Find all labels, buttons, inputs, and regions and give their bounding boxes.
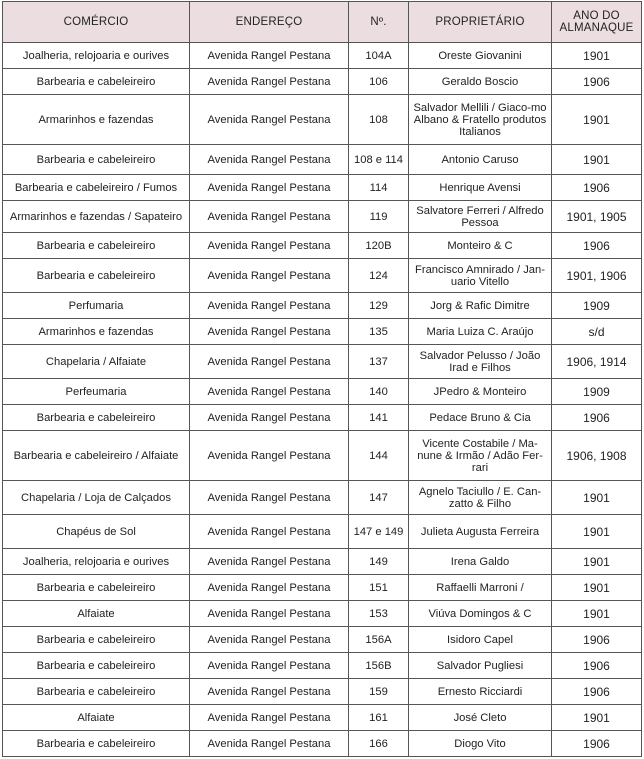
cell-ano: 1906	[552, 679, 642, 705]
cell-endereco: Avenida Rangel Pestana	[190, 69, 349, 95]
cell-ano: 1906	[552, 69, 642, 95]
cell-comercio: Armarinhos e fazendas / Sapateiro	[3, 201, 190, 233]
cell-endereco: Avenida Rangel Pestana	[190, 653, 349, 679]
cell-numero: 108 e 114	[349, 145, 409, 175]
cell-numero: 119	[349, 201, 409, 233]
cell-numero: 108	[349, 95, 409, 145]
cell-endereco: Avenida Rangel Pestana	[190, 259, 349, 293]
cell-ano: 1901	[552, 575, 642, 601]
cell-ano: 1901, 1906	[552, 259, 642, 293]
cell-proprietario: Julieta Augusta Ferreira	[409, 515, 552, 549]
cell-comercio: Chapéus de Sol	[3, 515, 190, 549]
cell-proprietario: Francisco Amnirado / Jan-uario Vitello	[409, 259, 552, 293]
table-row	[3, 731, 642, 757]
table-row	[3, 259, 642, 293]
cell-comercio: Armarinhos e fazendas	[3, 95, 190, 145]
cell-ano: 1906	[552, 405, 642, 431]
cell-proprietario: Salvador Mellili / Giaco-mo Albano & Fratello produtos Italianos	[409, 95, 552, 145]
cell-endereco: Avenida Rangel Pestana	[190, 481, 349, 515]
cell-ano: 1901	[552, 705, 642, 731]
cell-comercio: Chapelaria / Loja de Calçados	[3, 481, 190, 515]
table-row	[3, 705, 642, 731]
cell-numero: 147 e 149	[349, 515, 409, 549]
cell-numero: 124	[349, 259, 409, 293]
cell-comercio: Perfeumaria	[3, 379, 190, 405]
cell-proprietario: Ernesto Ricciardi	[409, 679, 552, 705]
cell-numero: 156A	[349, 627, 409, 653]
cell-numero: 159	[349, 679, 409, 705]
cell-numero: 153	[349, 601, 409, 627]
cell-ano: 1901	[552, 515, 642, 549]
cell-comercio: Barbearia e cabeleireiro	[3, 679, 190, 705]
cell-proprietario: Oreste Giovanini	[409, 43, 552, 69]
cell-numero: 104A	[349, 43, 409, 69]
cell-endereco: Avenida Rangel Pestana	[190, 95, 349, 145]
cell-endereco: Avenida Rangel Pestana	[190, 293, 349, 319]
header-ano: ANO DO ALMANAQUE	[552, 2, 642, 43]
cell-comercio: Barbearia e cabeleireiro	[3, 653, 190, 679]
cell-comercio: Barbearia e cabeleireiro	[3, 575, 190, 601]
cell-numero: 151	[349, 575, 409, 601]
cell-proprietario: Jorg & Rafic Dimitre	[409, 293, 552, 319]
cell-proprietario: Vicente Costabile / Ma-nune & Irmão / Adão Fer-rari	[409, 431, 552, 481]
cell-numero: 120B	[349, 233, 409, 259]
cell-proprietario: Irena Galdo	[409, 549, 552, 575]
cell-numero: 149	[349, 549, 409, 575]
cell-ano: s/d	[552, 319, 642, 345]
table-row	[3, 679, 642, 705]
cell-numero: 141	[349, 405, 409, 431]
cell-comercio: Armarinhos e fazendas	[3, 319, 190, 345]
cell-comercio: Barbearia e cabeleireiro	[3, 233, 190, 259]
cell-numero: 135	[349, 319, 409, 345]
cell-proprietario: Henrique Avensi	[409, 175, 552, 201]
table-row	[3, 175, 642, 201]
cell-proprietario: Viúva Domingos & C	[409, 601, 552, 627]
cell-numero: 161	[349, 705, 409, 731]
cell-comercio: Alfaiate	[3, 601, 190, 627]
table-row	[3, 405, 642, 431]
cell-endereco: Avenida Rangel Pestana	[190, 431, 349, 481]
header-numero: Nº.	[349, 2, 409, 43]
table-row	[3, 201, 642, 233]
cell-proprietario: José Cleto	[409, 705, 552, 731]
table-row	[3, 43, 642, 69]
cell-comercio: Barbearia e cabeleireiro	[3, 731, 190, 757]
cell-ano: 1906	[552, 233, 642, 259]
cell-endereco: Avenida Rangel Pestana	[190, 679, 349, 705]
cell-comercio: Barbearia e cabeleireiro	[3, 145, 190, 175]
cell-endereco: Avenida Rangel Pestana	[190, 405, 349, 431]
cell-proprietario: Monteiro & C	[409, 233, 552, 259]
cell-ano: 1901	[552, 601, 642, 627]
cell-endereco: Avenida Rangel Pestana	[190, 575, 349, 601]
cell-endereco: Avenida Rangel Pestana	[190, 233, 349, 259]
table-row	[3, 293, 642, 319]
table-row	[3, 145, 642, 175]
cell-proprietario: Salvatore Ferreri / Alfredo Pessoa	[409, 201, 552, 233]
cell-endereco: Avenida Rangel Pestana	[190, 201, 349, 233]
almanaque-table	[2, 1, 642, 757]
cell-ano: 1906	[552, 627, 642, 653]
cell-ano: 1909	[552, 293, 642, 319]
cell-proprietario: Pedace Bruno & Cia	[409, 405, 552, 431]
cell-comercio: Barbearia e cabeleireiro	[3, 627, 190, 653]
cell-ano: 1906	[552, 653, 642, 679]
cell-comercio: Barbearia e cabeleireiro / Fumos	[3, 175, 190, 201]
table-header	[3, 2, 642, 43]
cell-endereco: Avenida Rangel Pestana	[190, 705, 349, 731]
cell-numero: 166	[349, 731, 409, 757]
cell-numero: 140	[349, 379, 409, 405]
cell-endereco: Avenida Rangel Pestana	[190, 601, 349, 627]
cell-numero: 106	[349, 69, 409, 95]
cell-comercio: Barbearia e cabeleireiro / Alfaiate	[3, 431, 190, 481]
cell-endereco: Avenida Rangel Pestana	[190, 43, 349, 69]
cell-comercio: Joalheria, relojoaria e ourives	[3, 549, 190, 575]
cell-numero: 144	[349, 431, 409, 481]
table-row	[3, 431, 642, 481]
cell-numero: 114	[349, 175, 409, 201]
header-proprietario: PROPRIETÁRIO	[409, 2, 552, 43]
cell-proprietario: Agnelo Taciullo / E. Can-zatto & Filho	[409, 481, 552, 515]
cell-ano: 1901	[552, 43, 642, 69]
cell-numero: 147	[349, 481, 409, 515]
cell-comercio: Alfaiate	[3, 705, 190, 731]
cell-endereco: Avenida Rangel Pestana	[190, 627, 349, 653]
cell-ano: 1906	[552, 731, 642, 757]
cell-endereco: Avenida Rangel Pestana	[190, 731, 349, 757]
header-comercio: COMÉRCIO	[3, 2, 190, 43]
cell-endereco: Avenida Rangel Pestana	[190, 379, 349, 405]
cell-proprietario: Isidoro Capel	[409, 627, 552, 653]
cell-endereco: Avenida Rangel Pestana	[190, 319, 349, 345]
cell-comercio: Barbearia e cabeleireiro	[3, 259, 190, 293]
cell-ano: 1901, 1905	[552, 201, 642, 233]
cell-proprietario: Geraldo Boscio	[409, 69, 552, 95]
cell-ano: 1906	[552, 175, 642, 201]
cell-numero: 129	[349, 293, 409, 319]
table-row	[3, 233, 642, 259]
table-row	[3, 575, 642, 601]
cell-numero: 137	[349, 345, 409, 379]
table-row	[3, 69, 642, 95]
cell-endereco: Avenida Rangel Pestana	[190, 549, 349, 575]
cell-comercio: Joalheria, relojoaria e ourives	[3, 43, 190, 69]
cell-ano: 1909	[552, 379, 642, 405]
cell-comercio: Perfumaria	[3, 293, 190, 319]
table-row	[3, 319, 642, 345]
table-row	[3, 481, 642, 515]
table-body	[3, 43, 642, 757]
table-row	[3, 515, 642, 549]
table-row	[3, 653, 642, 679]
cell-endereco: Avenida Rangel Pestana	[190, 175, 349, 201]
cell-endereco: Avenida Rangel Pestana	[190, 515, 349, 549]
cell-ano: 1906, 1908	[552, 431, 642, 481]
cell-ano: 1901	[552, 481, 642, 515]
table-row	[3, 345, 642, 379]
cell-comercio: Barbearia e cabeleireiro	[3, 405, 190, 431]
cell-ano: 1906, 1914	[552, 345, 642, 379]
cell-proprietario: Salvador Pelusso / João Irad e Filhos	[409, 345, 552, 379]
cell-ano: 1901	[552, 145, 642, 175]
table-row	[3, 601, 642, 627]
cell-comercio: Barbearia e cabeleireiro	[3, 69, 190, 95]
cell-comercio: Chapelaria / Alfaiate	[3, 345, 190, 379]
cell-proprietario: Antonio Caruso	[409, 145, 552, 175]
cell-endereco: Avenida Rangel Pestana	[190, 345, 349, 379]
cell-proprietario: Diogo Vito	[409, 731, 552, 757]
table-row	[3, 549, 642, 575]
table-row	[3, 379, 642, 405]
table-row	[3, 627, 642, 653]
header-endereco: ENDEREÇO	[190, 2, 349, 43]
cell-ano: 1901	[552, 95, 642, 145]
cell-numero: 156B	[349, 653, 409, 679]
cell-proprietario: JPedro & Monteiro	[409, 379, 552, 405]
cell-proprietario: Maria Luiza C. Araújo	[409, 319, 552, 345]
cell-endereco: Avenida Rangel Pestana	[190, 145, 349, 175]
cell-proprietario: Salvador Pugliesi	[409, 653, 552, 679]
table-row	[3, 95, 642, 145]
cell-ano: 1901	[552, 549, 642, 575]
cell-proprietario: Raffaelli Marroni /	[409, 575, 552, 601]
header-row	[3, 2, 642, 43]
